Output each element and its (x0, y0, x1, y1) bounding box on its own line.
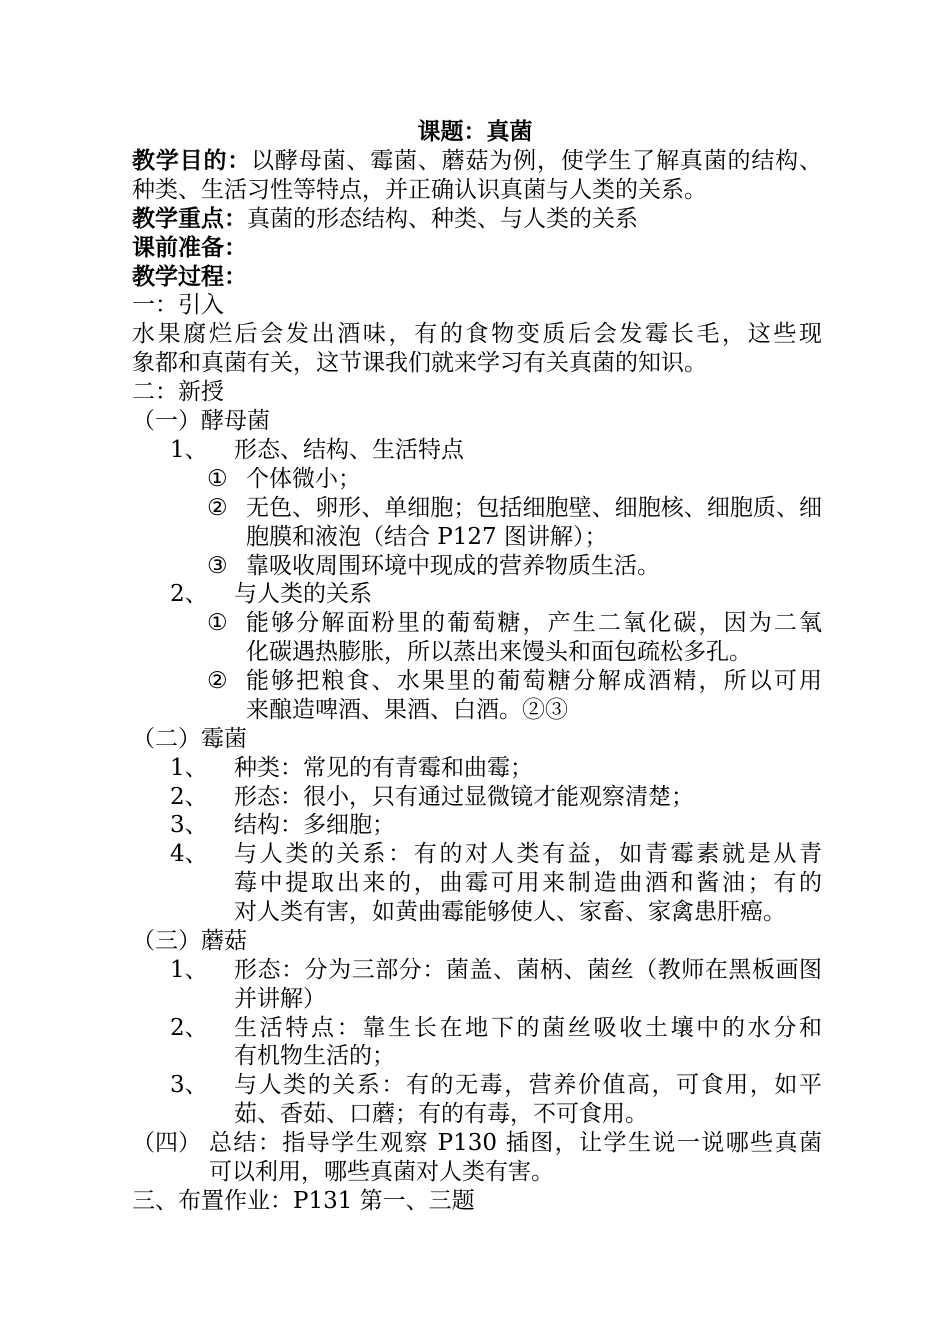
prep-label: 课前准备： (132, 234, 247, 261)
yeast-sub-2-line-1: 无色、卵形、单细胞；包括细胞壁、细胞核、细胞质、细 (246, 495, 822, 521)
yeast-sub-3-mark: ③ (207, 553, 228, 579)
objective-text-1: 以酵母菌、霉菌、蘑菇为例，使学生了解真菌的结构、 (251, 148, 823, 174)
focus-label: 教学重点： (132, 205, 247, 232)
mold-item-2-number: 2、 (170, 784, 208, 810)
yeast-rel-2-line-2: 来酿造啤酒、果酒、白酒。②③ (246, 697, 568, 723)
yeast-rel-1-line-1: 能够分解面粉里的葡萄糖，产生二氧化碳，因为二氧 (246, 610, 822, 636)
mold-item-1-text: 种类：常见的有青霉和曲霉； (234, 755, 533, 781)
yeast-rel-2-line-1: 能够把粮食、水果里的葡萄糖分解成酒精，所以可用 (246, 668, 822, 694)
mold-item-4-line-1: 与人类的关系：有的对人类有益，如青霉素就是从青 (234, 841, 822, 867)
yeast-item-1-text: 形态、结构、生活特点 (234, 437, 464, 463)
mushroom-item-3-line-1: 与人类的关系：有的无毒，营养价值高，可食用，如平 (234, 1072, 822, 1098)
focus-text: 真菌的形态结构、种类、与人类的关系 (247, 206, 638, 232)
objective-label: 教学目的： (132, 147, 252, 174)
mold-item-3-number: 3、 (170, 812, 208, 838)
mushroom-item-2-line-1: 生活特点：靠生长在地下的菌丝吸收土壤中的水分和 (234, 1015, 822, 1041)
mushroom-item-1-number: 1、 (170, 957, 208, 983)
intro-line-2: 象都和真菌有关，这节课我们就来学习有关真菌的知识。 (132, 350, 707, 376)
mold-item-2-text: 形态：很小，只有通过显微镜才能观察清楚； (234, 784, 694, 810)
yeast-item-2-text: 与人类的关系 (234, 581, 372, 607)
objective-line-1 (132, 147, 822, 175)
new-heading: 二：新授 (132, 379, 224, 405)
yeast-rel-1-line-2: 化碳遇热膨胀，所以蒸出来馒头和面包疏松多孔。 (246, 639, 752, 665)
homework-line: 三、布置作业：P131 第一、三题 (132, 1188, 475, 1214)
objective-line-2: 种类、生活习性等特点，并正确认识真菌与人类的关系。 (132, 177, 707, 203)
yeast-rel-2-mark: ② (207, 668, 228, 694)
mushroom-item-3-number: 3、 (170, 1072, 208, 1098)
intro-heading: 一：引入 (132, 292, 224, 318)
mushroom-item-1-line-2: 并讲解） (234, 986, 326, 1012)
mold-heading: （二）霉菌 (132, 726, 247, 752)
summary-label: （四） (132, 1130, 201, 1156)
focus-line (132, 205, 638, 233)
mushroom-item-2-number: 2、 (170, 1015, 208, 1041)
yeast-rel-1-mark: ① (207, 610, 228, 636)
yeast-sub-1-mark: ① (207, 466, 228, 492)
mold-item-4-number: 4、 (170, 841, 208, 867)
mold-item-3-text: 结构：多细胞； (234, 812, 395, 838)
yeast-sub-1-text: 个体微小； (246, 466, 361, 492)
mushroom-item-3-line-2: 茹、香茹、口蘑；有的有毒，不可食用。 (234, 1101, 648, 1127)
summary-line-2: 可以利用，哪些真菌对人类有害。 (209, 1159, 554, 1185)
yeast-sub-2-mark: ② (207, 495, 228, 521)
yeast-sub-3-text: 靠吸收周围环境中现成的营养物质生活。 (246, 553, 660, 579)
yeast-heading: （一）酵母菌 (132, 408, 270, 434)
summary-line-1: 总结：指导学生观察 P130 插图，让学生说一说哪些真菌 (209, 1130, 822, 1156)
mold-item-1-number: 1、 (170, 755, 208, 781)
mushroom-item-1-line-1: 形态：分为三部分：菌盖、菌柄、菌丝（教师在黑板画图 (234, 957, 822, 983)
page-title: 课题：真菌 (417, 118, 533, 145)
intro-line-1: 水果腐烂后会发出酒味，有的食物变质后会发霉长毛，这些现 (132, 321, 822, 347)
yeast-sub-2-line-2: 胞膜和液泡（结合 P127 图讲解）； (246, 524, 608, 550)
process-label: 教学过程： (132, 263, 247, 290)
mold-item-4-line-3: 对人类有害，如黄曲霉能够使人、家畜、家禽患肝癌。 (234, 899, 786, 925)
yeast-item-2-number: 2、 (170, 581, 208, 607)
mushroom-item-2-line-2: 有机物生活的； (234, 1043, 395, 1069)
yeast-item-1-number: 1、 (170, 437, 208, 463)
mushroom-heading: （三）蘑菇 (132, 928, 247, 954)
mold-item-4-line-2: 莓中提取出来的，曲霉可用来制造曲酒和酱油；有的 (234, 870, 822, 896)
